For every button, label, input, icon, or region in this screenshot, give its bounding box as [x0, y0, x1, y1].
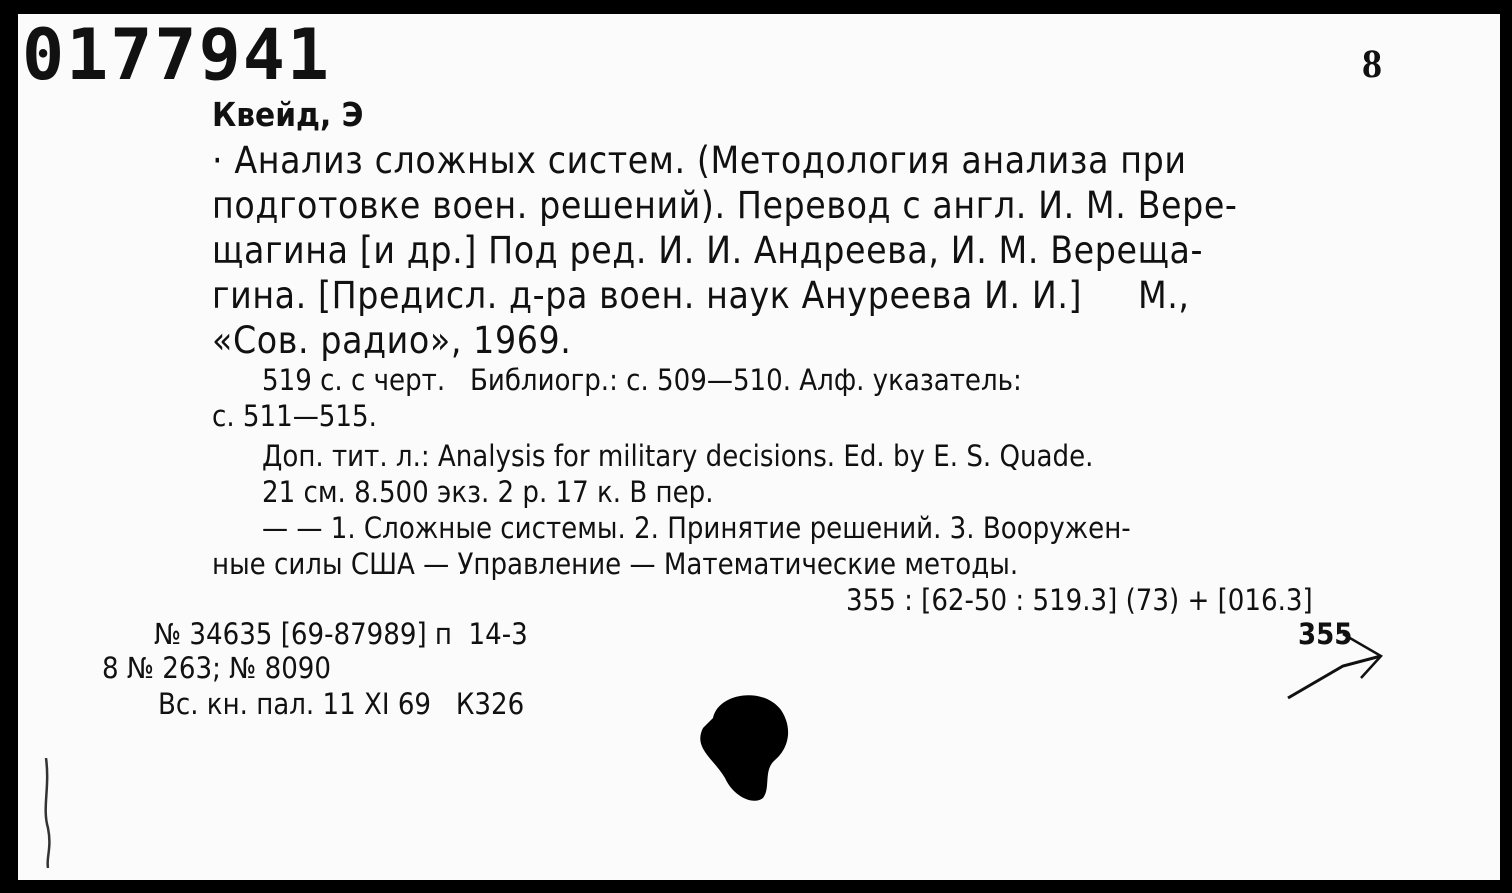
title-line-3: щагина [и др.] Под ред. И. И. Андреева, И. М. Вереща- [212, 229, 1204, 272]
pages-line-2: с. 511—515. [212, 399, 377, 433]
title-line-4: гина. [Предисл. д-ра воен. наук Ануреева И. И.] М., [212, 274, 1190, 317]
card-sequence-number: 8 [1362, 41, 1382, 86]
record-line-2: 8 № 263; № 8090 [102, 651, 331, 685]
pencil-arrow-mark [1283, 626, 1383, 706]
subjects-line-2: ные силы США — Управление — Математические методы. [212, 547, 1019, 581]
extra-title-line-1: Доп. тит. л.: Analysis for military decisions. Ed. by E. S. Quade. [262, 439, 1094, 473]
pages-line-1: 519 с. с черт. Библиогр.: с. 509—510. Алф. указатель: [262, 363, 1022, 397]
classification-code: 355 : [62-50 : 519.3] (73) + [016.3] [846, 583, 1313, 617]
record-line-1: № 34635 [69-87989] п 14-3 [154, 617, 528, 651]
extra-title-line-2: 21 см. 8.500 экз. 2 р. 17 к. В пер. [262, 475, 714, 509]
edge-wear-mark [38, 758, 58, 868]
title-line-1: · Анализ сложных систем. (Методология анализа при [212, 139, 1187, 182]
ink-blot [693, 688, 793, 808]
title-line-5: «Сов. радио», 1969. [212, 319, 572, 362]
card-id-number: 0177941 [22, 14, 332, 96]
record-line-3: Вс. кн. пал. 11 XI 69 К326 [158, 687, 525, 721]
title-line-2: подготовке воен. решений). Перевод с англ. И. М. Вере- [212, 184, 1238, 227]
author-heading: Квейд, Э [212, 95, 364, 134]
catalog-card [18, 14, 1500, 880]
short-classification: 355 [1298, 617, 1353, 651]
subjects-line-1: — — 1. Сложные системы. 2. Принятие решений. 3. Вооружен- [262, 511, 1131, 545]
